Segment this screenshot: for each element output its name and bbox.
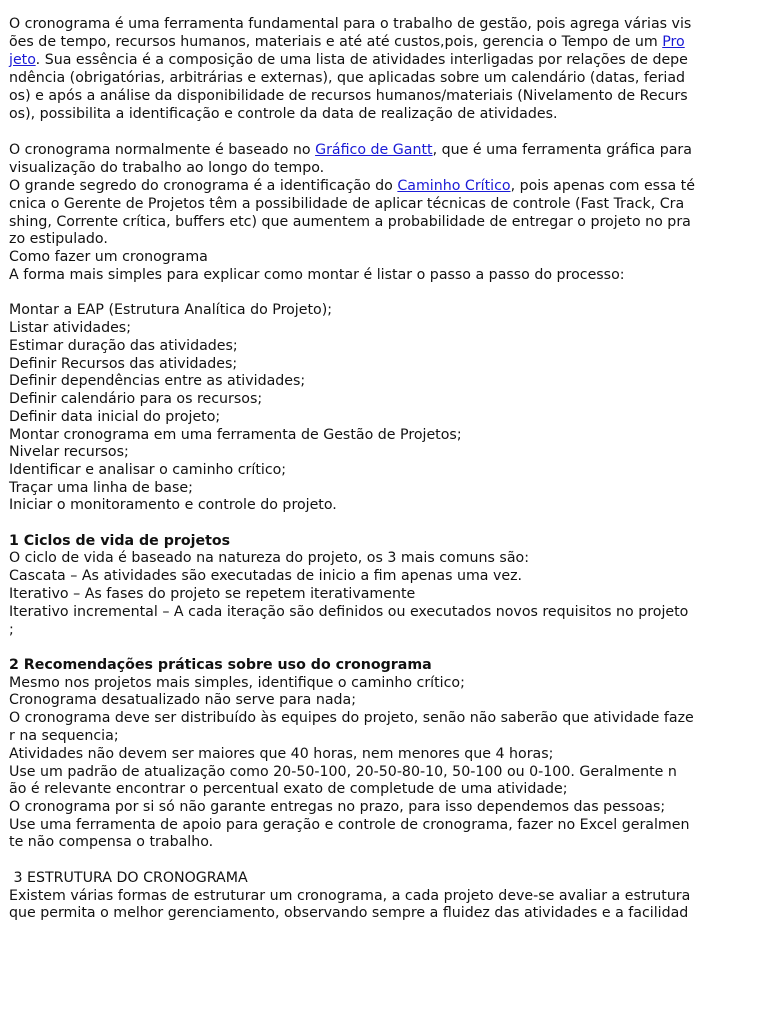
paragraph-2-line-2 <box>9 160 324 178</box>
text: . Sua essência é a composição de uma lista de atividades interligadas por relações de depe <box>35 52 688 68</box>
text: Como fazer um cronograma <box>9 249 208 265</box>
text: Use um padrão de atualização como 20-50-100, 20-50-80-10, 50-100 ou 0-100. Geralmente n <box>9 764 677 780</box>
text: Definir dependências entre as atividades; <box>9 373 306 389</box>
text: O cronograma normalmente é baseado no <box>9 142 316 158</box>
section-1-line <box>9 604 688 622</box>
section-2-line <box>9 675 465 693</box>
section-2-line <box>9 746 553 764</box>
text: , pois apenas com essa té <box>510 178 695 194</box>
text: 2 Recomendações práticas sobre uso do cronograma <box>9 657 432 673</box>
text: r na sequencia; <box>9 728 119 744</box>
text: 1 Ciclos de vida de projetos <box>9 533 231 549</box>
step-item <box>9 462 286 480</box>
text: Identificar e analisar o caminho crítico; <box>9 462 287 478</box>
text: Montar cronograma em uma ferramenta de Gestão de Projetos; <box>9 427 462 443</box>
step-item <box>9 480 193 498</box>
text: Iterativo incremental – A cada iteração são definidos ou executados novos requisitos no projeto <box>9 604 689 620</box>
section-2-line <box>9 764 677 782</box>
step-item <box>9 409 220 427</box>
text: , que é uma ferramenta gráfica para <box>432 142 692 158</box>
step-item <box>9 320 131 338</box>
text: O grande segredo do cronograma é a identificação do <box>9 178 398 194</box>
step-item <box>9 497 337 515</box>
text: O cronograma deve ser distribuído às equipes do projeto, senão não saberão que atividade faze <box>9 710 694 726</box>
text: cnica o Gerente de Projetos têm a possibilidade de aplicar técnicas de controle (Fast Track, Cra <box>9 196 685 212</box>
step-item <box>9 391 262 409</box>
section-2-line <box>9 728 119 746</box>
section-1-line <box>9 568 522 586</box>
section-2-line <box>9 710 694 728</box>
step-item <box>9 338 238 356</box>
text: os) e após a análise da disponibilidade de recursos humanos/materiais (Nivelamento de Recurs <box>9 88 688 104</box>
text: ões de tempo, recursos humanos, materiais e até até custos,pois, gerencia o Tempo de um <box>9 34 663 50</box>
text: Definir Recursos das atividades; <box>9 356 238 372</box>
text: Traçar uma linha de base; <box>9 480 193 496</box>
section-2-line <box>9 692 356 710</box>
section-2-line <box>9 834 213 852</box>
step-item <box>9 373 305 391</box>
step-item <box>9 444 129 462</box>
section-1-line <box>9 550 529 568</box>
text: O ciclo de vida é baseado na natureza do projeto, os 3 mais comuns são: <box>9 550 529 566</box>
text: Montar a EAP (Estrutura Analítica do Projeto); <box>9 302 333 318</box>
grafico-de-gantt-link[interactable]: Gráfico de Gantt <box>315 142 433 158</box>
text: shing, Corrente crítica, buffers etc) que aumentem a probabilidade de entregar o projeto no pra <box>9 214 691 230</box>
text: ; <box>9 622 14 638</box>
text: O cronograma por si só não garante entregas no prazo, para isso dependemos das pessoas; <box>9 799 666 815</box>
text: ndência (obrigatórias, arbitrárias e externas), que aplicadas sobre um calendário (datas, feriad <box>9 70 686 86</box>
text: Nivelar recursos; <box>9 444 129 460</box>
paragraph-2-line-1 <box>9 142 692 160</box>
text: Use uma ferramenta de apoio para geração e controle de cronograma, fazer no Excel geralmen <box>9 817 690 833</box>
section-2-line <box>9 817 689 835</box>
paragraph-1-line-2 <box>9 34 685 52</box>
step-item <box>9 427 462 445</box>
section-2-line <box>9 799 665 817</box>
paragraph-1-line-1 <box>9 16 691 34</box>
text: Cascata – As atividades são executadas de inicio a fim apenas uma vez. <box>9 568 523 584</box>
text: te não compensa o trabalho. <box>9 834 214 850</box>
section-2-heading <box>9 657 432 675</box>
how-to-intro <box>9 267 625 285</box>
text: Cronograma desatualizado não serve para nada; <box>9 692 356 708</box>
projeto-link[interactable]: Pro <box>662 34 685 50</box>
text: A forma mais simples para explicar como montar é listar o passo a passo do processo: <box>9 267 625 283</box>
text: Estimar duração das atividades; <box>9 338 238 354</box>
text: visualização do trabalho ao longo do tempo. <box>9 160 325 176</box>
text: Atividades não devem ser maiores que 40 horas, nem menores que 4 horas; <box>9 746 554 762</box>
section-1-line <box>9 622 14 640</box>
section-3-heading <box>9 870 248 888</box>
text: Listar atividades; <box>9 320 131 336</box>
text: Iniciar o monitoramento e controle do projeto. <box>9 497 337 513</box>
projeto-link-continued[interactable]: jeto <box>9 52 36 68</box>
text: Iterativo – As fases do projeto se repetem iterativamente <box>9 586 416 602</box>
section-1-line <box>9 586 415 604</box>
step-item <box>9 302 332 320</box>
text: 3 ESTRUTURA DO CRONOGRAMA <box>9 870 248 886</box>
paragraph-1-line-3 <box>9 52 688 70</box>
text: Mesmo nos projetos mais simples, identifique o caminho crítico; <box>9 675 465 691</box>
section-2-line <box>9 781 568 799</box>
section-3-line <box>9 888 690 906</box>
how-to-heading <box>9 249 208 267</box>
paragraph-1-line-5 <box>9 88 688 106</box>
paragraph-1-line-4 <box>9 70 685 88</box>
text: Existem várias formas de estruturar um cronograma, a cada projeto deve-se avaliar a estrutura <box>9 888 691 904</box>
caminho-critico-link[interactable]: Caminho Crítico <box>397 178 511 194</box>
text: O cronograma é uma ferramenta fundamental para o trabalho de gestão, pois agrega várias vis <box>9 16 692 32</box>
text: os), possibilita a identificação e controle da data de realização de atividades. <box>9 106 558 122</box>
paragraph-1-line-6 <box>9 106 557 124</box>
paragraph-2-line-5 <box>9 214 691 232</box>
text: Definir data inicial do projeto; <box>9 409 221 425</box>
text: zo estipulado. <box>9 231 108 247</box>
text: que permita o melhor gerenciamento, observando sempre a fluidez das atividades e a facilidad <box>9 905 689 921</box>
paragraph-2-line-4 <box>9 196 684 214</box>
text: ão é relevante encontrar o percentual exato de completude de uma atividade; <box>9 781 568 797</box>
text: Definir calendário para os recursos; <box>9 391 263 407</box>
paragraph-2-line-3 <box>9 178 695 196</box>
paragraph-2-line-6 <box>9 231 108 249</box>
section-1-heading <box>9 533 230 551</box>
step-item <box>9 356 237 374</box>
section-3-line <box>9 905 688 923</box>
